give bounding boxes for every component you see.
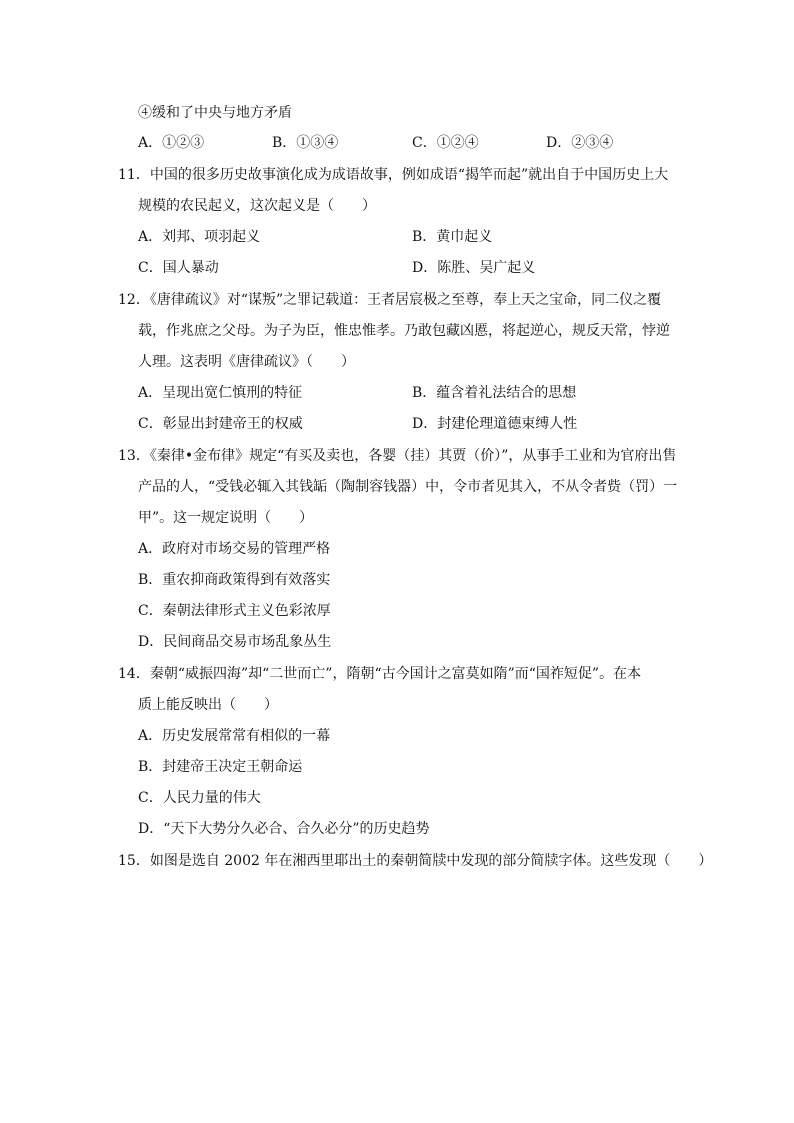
q12-option-d: D．封建伦理道德束缚人性 <box>412 416 578 432</box>
q13-option-a: A．政府对市场交易的管理严格 <box>138 541 331 557</box>
q11-option-c: C．国人暴动 <box>138 260 219 276</box>
q14-option-d: D．“天下大势分久必合、合久必分”的历史趋势 <box>138 821 430 837</box>
q14-option-b: B．封建帝王决定王朝命运 <box>138 759 303 775</box>
q11-option-d: D．陈胜、吴广起义 <box>412 260 536 276</box>
q11-stem-line2: 规模的农民起义，这次起义是（ ） <box>138 198 376 214</box>
q14-option-a: A．历史发展常常有相似的一幕 <box>138 728 331 744</box>
q13-option-d: D．民间商品交易市场乱象丛生 <box>138 634 332 650</box>
q10-item-4: ④缓和了中央与地方矛盾 <box>138 105 292 121</box>
q14-stem-line1: 14．秦朝“威振四海”却“二世而亡”，隋朝“古今国计之富莫如隋”而“国祚短促”。在本 <box>118 666 642 682</box>
q10-option-c: C．①②④ <box>412 135 479 151</box>
q13-stem-line1: 13．《秦律•金布律》规定“有买及卖也，各婴（挂）其贾（价）”，从事手工业和为官府出售 <box>118 448 677 464</box>
q12-option-a: A．呈现出宽仁慎刑的特征 <box>138 385 303 401</box>
q13-option-b: B．重农抑商政策得到有效落实 <box>138 572 331 588</box>
q12-stem-line2: 载，作兆庶之父母。为子为臣，惟忠惟孝。乃敢包藏凶慝，将起逆心，规反天常，悖逆 <box>138 323 670 339</box>
q15-stem-line1: 15．如图是选自 2002 年在湘西里耶出土的秦朝简牍中发现的部分简牍字体。这些发现（ ） <box>118 853 713 869</box>
q13-stem-line3: 甲”。这一规定说明（ ） <box>138 510 314 526</box>
q10-option-a: A．①②③ <box>138 135 205 151</box>
q13-stem-line2: 产品的人，“受钱必辄入其钱缿（陶制容钱器）中，令市者见其入，不从令者赀（罚）一 <box>138 479 678 495</box>
q11-option-b: B．黄巾起义 <box>412 229 493 245</box>
q14-stem-line2: 质上能反映出（ ） <box>138 697 278 713</box>
q11-option-a: A．刘邦、项羽起义 <box>138 229 261 245</box>
q10-option-d: D．②③④ <box>546 135 614 151</box>
q12-option-b: B．蕴含着礼法结合的思想 <box>412 385 577 401</box>
q14-option-c: C．人民力量的伟大 <box>138 790 261 806</box>
q13-option-c: C．秦朝法律形式主义色彩浓厚 <box>138 603 331 619</box>
q12-stem-line1: 12．《唐律疏议》对“谋叛”之罪记载道：王者居宸极之至尊，奉上天之宝命，同二仪之覆 <box>118 292 662 308</box>
q12-option-c: C．彰显出封建帝王的权威 <box>138 416 303 432</box>
q10-option-b: B．①③④ <box>272 135 339 151</box>
q12-stem-line3: 人理。这表明《唐律疏议》（ ） <box>138 354 355 370</box>
q11-stem-line1: 11．中国的很多历史故事演化成为成语故事，例如成语“揭竿而起”就出自于中国历史上大 <box>118 167 669 183</box>
